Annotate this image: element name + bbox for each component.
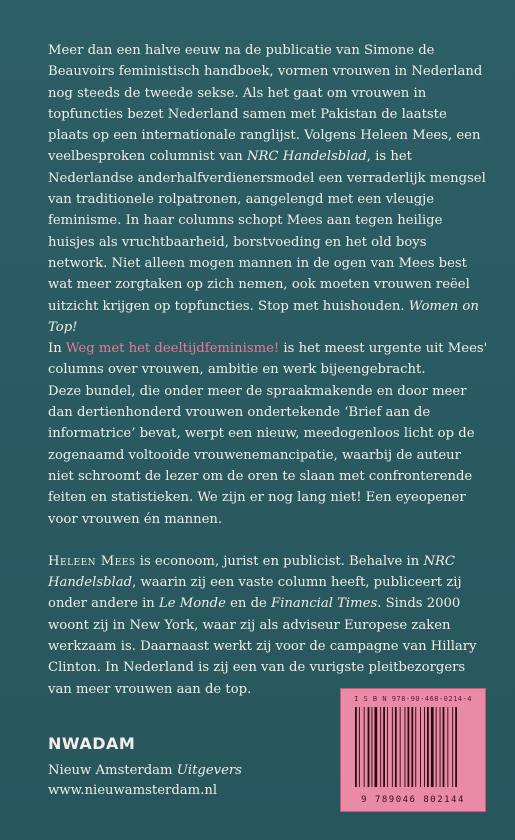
barcode-bars [353,707,473,787]
author-bio: Heleen Mees is econoom, jurist en publicist. Behalve in NRC Handelsblad, waarin zij een vaste column heeft, publiceert zij onder andere in Le Monde en de Financial Times. Sinds 2000 woont zij in New York, waar zij als adviseur Europese zaken werkzaam is. Daarnaast werkt zij voor de campagne van Hillary Clinton. In Nederland is zij een van de vurigste pleitbezorgers van meer vrouwen aan de top. [48,553,477,697]
publisher-name: Nieuw Amsterdam Uitgevers [48,763,242,778]
barcode-bar [392,707,393,787]
barcode-bar [436,707,437,787]
barcode-bar [440,707,441,787]
publisher-block [48,734,308,801]
author-name: Heleen Mees [48,553,136,569]
barcode-bar [447,707,448,787]
barcode-bar [405,707,406,787]
barcode-bar [452,707,453,787]
blurb-text [48,40,488,700]
newspaper-name: NRC Handelsblad [246,149,367,165]
publisher-logo: NWADAM [48,734,136,753]
barcode-bar [375,707,378,787]
barcode-bar [420,707,421,787]
barcode-bar [364,707,365,787]
barcode-bar [455,707,457,787]
isbn-barcode [340,688,486,812]
barcode-bar [359,707,360,787]
barcode-bar [415,707,416,787]
paragraph-spacer [48,530,488,551]
slogan: Women on Top! [48,298,479,335]
barcode-bar [380,707,381,787]
book-title: Weg met het deeltijdfeminisme! [65,341,280,357]
barcode-bar [427,707,429,787]
blurb-paragraph-title: In Weg met het deeltijdfeminisme! is het meest urgente uit Mees' columns over vrouwen, ambitie en werk bijeengebracht. [48,341,488,378]
barcode-bar [372,707,373,787]
blurb-paragraph-bundle: Deze bundel, die onder meer de spraakmakende en door meer dan dertienhonderd vrouwen ondertekende ‘Brief aan de informatrice’ bevat, werpt een nieuw, meedogenloos licht op de zogenaamd voltooide vrouwenemancipatie, waarbij de auteur niet schroomt de lezer om de oren te slaan met confronterende feiten en statistieken. We zijn er nog lang niet! Een eyeopener voor vrouwen én mannen. [48,383,475,527]
barcode-bar [383,707,385,787]
barcode-bar [424,707,425,787]
barcode-bar [443,707,445,787]
barcode-digits: 9 789046 802144 [361,795,465,805]
blurb-paragraph-intro: Meer dan een halve eeuw na de publicatie van Simone de Beauvoirs feministisch handboek, vormen vrouwen in Nederland nog steeds de tweede sekse. Als het gaat om vrouwen in topfuncties bezet Nederland samen met Pakistan de laatste plaats op een internationale ranglijst. Volgens Heleen Mees, een veelbesproken columnist van NRC Handelsblad, is het Nederlandse anderhalfverdienersmodel een verraderlijk mengsel van traditionele rolpatronen, aangelengd met een vleugje feminisme. In haar columns schopt Mees aan tegen heilige huisjes als vruchtbaarheid, borstvoeding en het old boys network. Niet alleen mogen mannen in de ogen van Mees best wat meer zorgtaken op zich nemen, ook moeten vrouwen reëel uitzicht krijgen op topfuncties. Stop met huishouden. Women on Top! [48,43,486,335]
barcode-bar [431,707,434,787]
isbn-label: I S B N 978-90-468-0214-4 [354,695,472,703]
barcode-bar [400,707,401,787]
barcode-bar [395,707,397,787]
barcode-bar [368,707,370,787]
barcode-bar [408,707,410,787]
barcode-bar [411,707,413,787]
publisher-url: www.nieuwamsterdam.nl [48,783,218,798]
barcode-bar [387,707,388,787]
barcode-bar [355,707,357,787]
